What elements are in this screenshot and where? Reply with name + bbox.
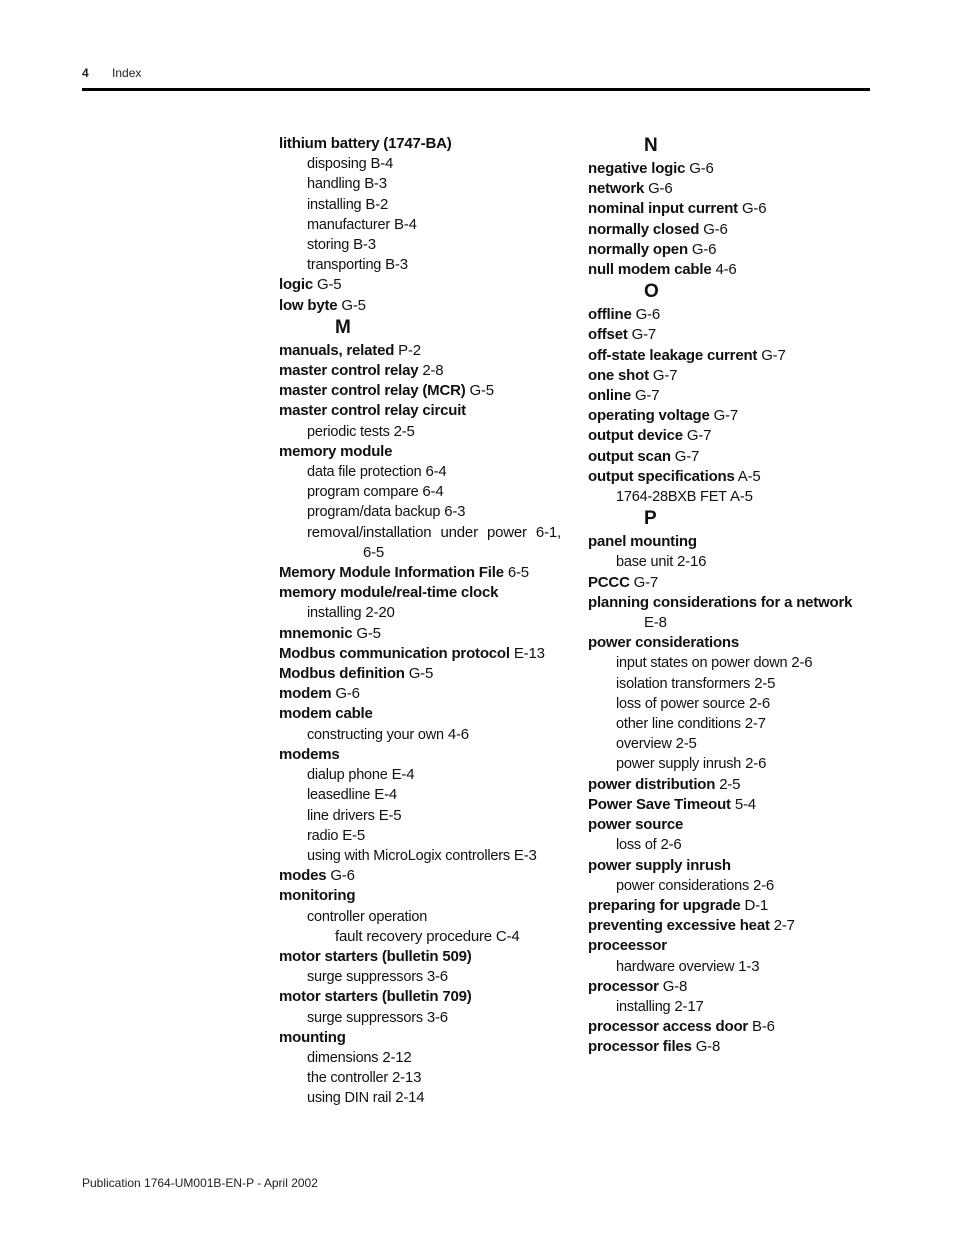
justified-line — [307, 523, 561, 543]
index-subterm: installing — [616, 998, 671, 1015]
index-term: modes — [279, 867, 327, 885]
index-subentry — [279, 154, 569, 174]
page-reference: G-7 — [634, 387, 660, 405]
index-subentry — [279, 235, 569, 255]
index-entry — [279, 704, 569, 724]
index-term: mounting — [279, 1028, 346, 1046]
index-entry — [588, 467, 878, 487]
index-entry — [279, 442, 569, 462]
index-subterm: line drivers — [307, 807, 375, 824]
index-term: low byte — [279, 296, 338, 314]
index-subterm: constructing your own — [307, 726, 444, 743]
index-subentry — [279, 1008, 569, 1028]
index-entry — [279, 947, 569, 967]
index-section-heading: P — [644, 508, 657, 530]
index-entry — [588, 447, 878, 467]
index-subentry — [588, 653, 878, 673]
index-term: proceessor — [588, 937, 667, 955]
index-term: Power Save Timeout — [588, 795, 731, 813]
index-term: PCCC — [588, 573, 630, 591]
index-subentry — [279, 255, 569, 275]
index-term: Modbus definition — [279, 665, 405, 683]
index-subterm: hardware overview — [616, 958, 735, 975]
page-reference: C-4 — [495, 927, 520, 945]
index-entry — [588, 896, 878, 916]
page-reference: B-4 — [370, 155, 394, 173]
index-subterm: loss of power source — [616, 695, 745, 712]
index-entry — [588, 346, 878, 366]
page-reference: 2-13 — [392, 1069, 422, 1087]
page-reference: G-6 — [648, 180, 673, 198]
index-term: manuals, related — [279, 341, 395, 359]
index-term: preventing excessive heat — [588, 917, 770, 935]
index-term: normally open — [588, 240, 688, 258]
index-subentry — [279, 1088, 569, 1108]
index-subterm: radio — [307, 827, 339, 844]
index-subterm: input states on power down — [616, 655, 788, 672]
page-reference: 3-6 — [426, 1008, 448, 1026]
index-entry — [588, 1037, 878, 1057]
page-reference: 2-6 — [745, 755, 767, 773]
page-reference: 2-5 — [393, 422, 415, 440]
index-term: panel mounting — [588, 533, 697, 551]
index-subterm: surge suppressors — [307, 1009, 423, 1026]
page-reference: G-5 — [316, 276, 342, 294]
page-reference: 2-5 — [754, 674, 776, 692]
index-subentry — [279, 603, 569, 623]
page-reference: G-7 — [686, 427, 712, 445]
index-subentry — [279, 482, 569, 502]
index-subterm: leasedline — [307, 787, 371, 804]
index-subterm: using with MicroLogix controllers — [307, 847, 510, 864]
index-subentry — [279, 1048, 569, 1068]
index-subterm: power considerations — [616, 877, 750, 894]
page-reference: B-3 — [353, 236, 376, 254]
page-reference: G-6 — [741, 200, 767, 218]
page-reference: 2-12 — [382, 1048, 412, 1066]
page-reference: 2-16 — [677, 553, 707, 571]
index-term: master control relay (MCR) — [279, 382, 466, 400]
index-term: Modbus communication protocol — [279, 644, 510, 662]
page-reference: 3-6 — [426, 968, 448, 986]
index-subterm: installing — [307, 605, 362, 622]
index-term: negative logic — [588, 160, 686, 177]
index-subentry — [588, 613, 878, 633]
page-reference: G-6 — [703, 220, 728, 238]
index-subterm: data file protection — [307, 464, 422, 481]
page-reference: 2-5 — [719, 775, 741, 793]
index-subterm: 1764-28BXB FET — [616, 489, 727, 506]
index-subterm: manufacturer — [307, 216, 391, 233]
index-word: 6-1, — [535, 523, 561, 541]
page-reference: E-5 — [378, 806, 402, 824]
index-subterm: transporting — [307, 257, 382, 274]
page-reference: 2-6 — [660, 836, 682, 854]
index-term: null modem cable — [588, 261, 712, 279]
index-term: one shot — [588, 366, 649, 384]
index-subentry — [279, 785, 569, 805]
index-subterm: power supply inrush — [616, 756, 742, 773]
page-reference: 6-3 — [444, 503, 466, 521]
index-entry — [588, 936, 878, 956]
index-subentry — [279, 765, 569, 785]
index-subterm: program compare — [307, 484, 419, 501]
index-term: power considerations — [588, 634, 740, 652]
page-reference: 2-6 — [791, 654, 813, 672]
page-reference: 6-4 — [422, 483, 444, 501]
index-term: power supply inrush — [588, 856, 731, 874]
page-reference: G-5 — [341, 296, 366, 314]
index-subentry — [279, 846, 569, 866]
index-term: online — [588, 387, 631, 405]
index-subentry — [279, 826, 569, 846]
index-subterm: base unit — [616, 554, 674, 571]
page-reference: 2-7 — [744, 715, 766, 733]
index-entry — [588, 386, 878, 406]
index-entry — [588, 916, 878, 936]
index-term: off-state leakage current — [588, 346, 758, 364]
index-subentry — [588, 957, 878, 977]
index-term: preparing for upgrade — [588, 896, 741, 914]
index-subentry — [279, 523, 569, 543]
index-entry — [279, 866, 569, 886]
index-entry — [279, 745, 569, 765]
index-section-heading: N — [644, 135, 658, 156]
page-reference: B-3 — [364, 175, 387, 193]
index-subterm: handling — [307, 176, 361, 193]
index-term: memory module — [279, 442, 393, 460]
index-word: removal/installation — [307, 523, 432, 541]
index-subterm: the controller — [307, 1070, 389, 1087]
page-number: 4 — [82, 66, 89, 80]
index-subterm: overview — [616, 736, 672, 753]
page-reference: 2-6 — [753, 876, 775, 894]
index-term: processor files — [588, 1038, 692, 1056]
page-reference: P-2 — [398, 341, 421, 359]
index-entry — [279, 563, 569, 583]
index-subentry — [279, 907, 569, 927]
index-entry — [279, 644, 569, 664]
index-subentry — [588, 734, 878, 754]
header-rule — [82, 88, 870, 91]
index-subterm: dimensions — [307, 1049, 379, 1066]
index-term: mnemonic — [279, 624, 353, 642]
index-subterm: installing — [307, 196, 362, 213]
index-entry — [588, 815, 878, 835]
index-entry — [279, 987, 569, 1007]
index-subterm: periodic tests — [307, 423, 390, 440]
page-reference: E-4 — [391, 766, 415, 784]
index-entry — [588, 977, 878, 997]
index-entry — [279, 886, 569, 906]
index-entry — [279, 134, 569, 154]
index-entry — [588, 220, 878, 240]
index-subentry — [279, 502, 569, 522]
index-subentry — [279, 462, 569, 482]
index-subentry — [588, 876, 878, 896]
page-reference: 6-4 — [425, 463, 447, 481]
index-entry — [279, 664, 569, 684]
page-reference: B-3 — [385, 256, 408, 274]
index-entry — [279, 1028, 569, 1048]
index-entry — [588, 532, 878, 552]
index-term: monitoring — [279, 887, 356, 905]
index-section-heading: M — [335, 316, 351, 338]
page-reference: G-7 — [631, 326, 657, 344]
index-entry — [279, 361, 569, 381]
index-entry — [588, 366, 878, 386]
page-reference: G-6 — [635, 306, 660, 324]
index-entry — [588, 426, 878, 446]
index-entry — [279, 275, 569, 295]
index-column-right — [588, 134, 878, 1058]
page-reference: 2-17 — [674, 997, 704, 1015]
index-subentry — [588, 552, 878, 572]
index-term: modems — [279, 745, 340, 763]
index-subterm: controller operation — [307, 908, 428, 925]
page-reference: 6-5 — [507, 564, 529, 582]
page-reference: E-5 — [342, 826, 365, 844]
index-term: memory module/real-time clock — [279, 584, 499, 602]
page-reference: D-1 — [744, 896, 769, 914]
index-subentry — [588, 694, 878, 714]
page-reference: 5-4 — [734, 795, 756, 813]
index-subterm: other line conditions — [616, 716, 741, 733]
page-reference: E-3 — [513, 846, 537, 864]
index-term: offline — [588, 306, 632, 324]
index-entry — [279, 684, 569, 704]
index-term: offset — [588, 326, 628, 344]
index-term: modem cable — [279, 705, 373, 723]
index-entry — [588, 199, 878, 219]
index-subentry — [279, 1068, 569, 1088]
page-reference: G-6 — [689, 160, 714, 177]
page-reference: G-7 — [761, 346, 786, 364]
page-reference: G-5 — [356, 624, 381, 642]
index-entry — [588, 573, 878, 593]
index-entry — [588, 325, 878, 345]
page-reference: B-4 — [394, 215, 417, 233]
index-entry — [279, 401, 569, 421]
page-reference: 2-20 — [365, 604, 395, 622]
page-reference: 2-14 — [395, 1089, 425, 1107]
page-reference: G-6 — [330, 867, 355, 885]
page-reference: G-6 — [335, 685, 360, 703]
index-term: normally closed — [588, 220, 700, 238]
page-reference: 4-6 — [715, 261, 737, 279]
index-term: motor starters (bulletin 709) — [279, 988, 472, 1006]
page-reference: G-7 — [633, 573, 659, 591]
index-term: master control relay circuit — [279, 402, 466, 420]
index-subentry — [588, 997, 878, 1017]
page-reference: G-5 — [408, 665, 434, 683]
page-reference: B-2 — [365, 195, 389, 213]
index-subterm: disposing — [307, 156, 367, 173]
index-subentry — [279, 927, 569, 947]
page-reference: G-7 — [713, 407, 738, 425]
page-reference: A-5 — [729, 488, 753, 506]
index-subterm: storing — [307, 237, 350, 254]
index-subentry — [588, 835, 878, 855]
index-entry — [588, 159, 878, 179]
index-term: power distribution — [588, 775, 716, 793]
page-reference: 2-6 — [748, 694, 771, 712]
index-entry — [588, 305, 878, 325]
index-subterm: program/data backup — [307, 504, 441, 521]
index-column-left — [279, 134, 569, 1109]
index-entry — [588, 633, 878, 653]
index-subterm: isolation transformers — [616, 675, 751, 692]
index-term: output scan — [588, 447, 671, 465]
page-reference: B-6 — [752, 1018, 775, 1036]
page-footer: Publication 1764-UM001B-EN-P - April 2002 — [82, 1176, 318, 1190]
index-subentry — [588, 487, 878, 507]
index-term: operating voltage — [588, 407, 710, 425]
index-subterm: loss of — [616, 837, 657, 854]
index-subentry — [279, 725, 569, 745]
index-term: network — [588, 180, 645, 198]
index-term: Memory Module Information File — [279, 564, 504, 582]
page-reference: G-8 — [662, 977, 688, 995]
index-term: lithium battery (1747-BA) — [279, 135, 452, 152]
page-reference: 2-7 — [773, 917, 795, 935]
index-term: modem — [279, 685, 332, 703]
index-entry — [588, 775, 878, 795]
page-reference: 2-8 — [422, 362, 444, 380]
page-header — [82, 66, 141, 80]
index-term: processor access door — [588, 1018, 749, 1036]
index-continuation — [279, 543, 569, 563]
index-subterm: using DIN rail — [307, 1090, 392, 1107]
index-subterm: surge suppressors — [307, 969, 423, 986]
index-subterm: fault recovery procedure — [335, 927, 492, 945]
index-term: logic — [279, 276, 314, 294]
index-term: output specifications — [588, 467, 735, 485]
page-reference: G-5 — [469, 382, 494, 400]
page-reference: A-5 — [737, 467, 761, 485]
index-term: motor starters (bulletin 509) — [279, 947, 472, 965]
index-entry — [279, 381, 569, 401]
index-term: nominal input current — [588, 200, 738, 218]
index-entry — [279, 341, 569, 361]
index-entry — [588, 795, 878, 815]
index-word: under — [440, 523, 478, 541]
index-subterm: dialup phone — [307, 767, 388, 784]
page-reference: E-13 — [513, 644, 545, 662]
index-term: master control relay — [279, 362, 419, 380]
page-reference: 6-5 — [363, 543, 385, 561]
index-entry — [588, 179, 878, 199]
index-entry — [279, 624, 569, 644]
index-entry — [279, 296, 569, 316]
index-word: power — [486, 523, 527, 541]
index-entry — [588, 856, 878, 876]
index-entry — [588, 1017, 878, 1037]
page-reference: G-7 — [652, 366, 678, 384]
index-section-heading: O — [644, 281, 659, 303]
index-subentry — [279, 422, 569, 442]
page-reference: G-7 — [674, 447, 700, 465]
index-term: power source — [588, 816, 684, 834]
index-subentry — [279, 215, 569, 235]
index-subterm: E-8 — [644, 614, 667, 632]
page-reference: G-8 — [695, 1038, 721, 1056]
index-subentry — [279, 174, 569, 194]
index-subentry — [279, 806, 569, 826]
page-reference: 4-6 — [447, 725, 469, 743]
page-reference: G-6 — [691, 240, 717, 258]
index-term: processor — [588, 977, 659, 995]
index-entry — [588, 406, 878, 426]
index-subentry — [279, 195, 569, 215]
section-name: Index — [112, 66, 142, 80]
index-entry — [588, 593, 878, 613]
index-entry — [588, 260, 878, 280]
page-reference: E-4 — [374, 786, 398, 804]
index-subentry — [279, 967, 569, 987]
index-entry — [279, 583, 569, 603]
index-subentry — [588, 754, 878, 774]
index-subentry — [588, 714, 878, 734]
page-reference: 1-3 — [738, 957, 760, 975]
index-entry — [588, 240, 878, 260]
index-term: output device — [588, 427, 683, 445]
page-reference: 2-5 — [675, 735, 697, 753]
index-term: planning considerations for a network — [588, 593, 853, 611]
index-subentry — [588, 674, 878, 694]
